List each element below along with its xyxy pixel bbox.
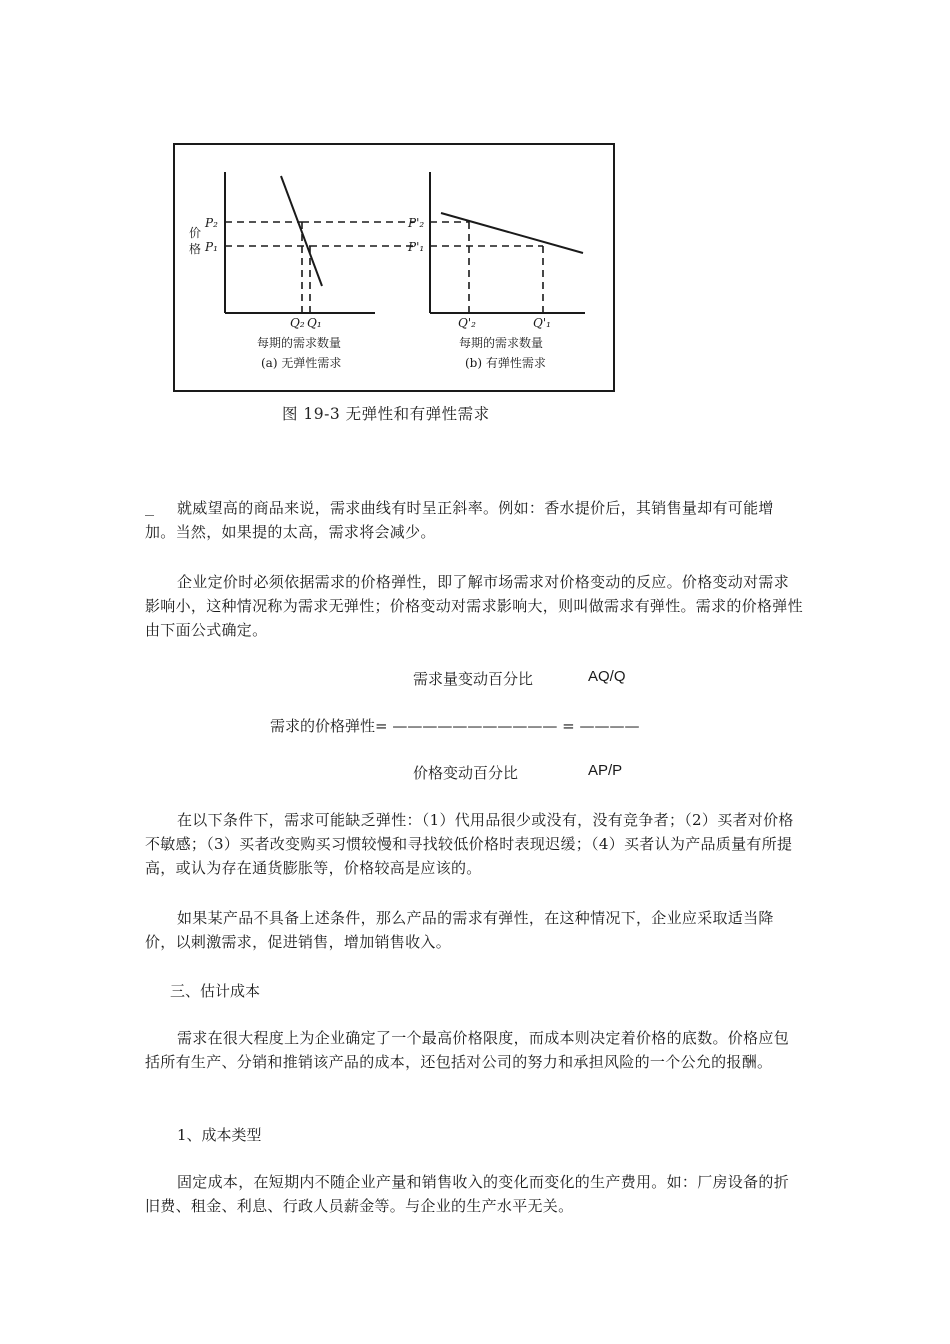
panel-b-q2-label: Q'₂	[458, 316, 476, 330]
formula-numerator-symbol: AQ/Q	[588, 668, 626, 685]
panel-a-demand-curve	[281, 176, 322, 286]
panel-b-p1-label: P'₁	[408, 240, 425, 254]
text-cursor: _	[145, 498, 155, 516]
figure-drawing	[175, 145, 617, 394]
paragraph-prestige-goods: 就威望高的商品来说，需求曲线有时呈正斜率。例如：香水提价后，其销售量却有可能增加。当然，如果提的太高，需求将会减少。	[145, 499, 774, 541]
panel-a-p2-label: P₂	[205, 216, 218, 230]
panel-a-y-label-2: 格	[189, 242, 202, 256]
panel-b-demand-curve	[441, 213, 583, 253]
formula-numerator-text: 需求量变动百分比	[413, 670, 534, 688]
panel-a-y-label-1: 价	[189, 226, 202, 240]
panel-b-x-label: 每期的需求数量	[459, 336, 544, 350]
panel-a-q1-label: Q₁	[307, 316, 322, 330]
demand-elasticity-figure	[173, 143, 615, 392]
paragraph-fixed-cost: 固定成本，在短期内不随企业产量和销售收入的变化而变化的生产费用。如：厂房设备的折旧费、租金、利息、行政人员薪金等。与企业的生产水平无关。	[145, 1173, 790, 1215]
paragraph-elastic-demand: 如果某产品不具备上述条件，那么产品的需求有弹性，在这种情况下，企业应采取适当降价，以刺激需求，促进销售，增加销售收入。	[145, 909, 774, 951]
paragraph-cost-floor: 需求在很大程度上为企业确定了一个最高价格限度，而成本则决定着价格的底数。价格应包括所有生产、分销和推销该产品的成本，还包括对公司的努力和承担风险的一个公允的报酬。	[145, 1029, 790, 1071]
formula-denominator-text: 价格变动百分比	[413, 764, 519, 782]
panel-b-q1-label: Q'₁	[533, 316, 551, 330]
paragraph-inelastic-conditions: 在以下条件下，需求可能缺乏弹性：（1）代用品很少或没有，没有竞争者；（2）买者对价格不敏感；（3）买者改变购买习惯较慢和寻找较低价格时表现迟缓；（4）买者认为产品质量有所提高，或认为存在通货膨胀等，价格较高是应该的。	[145, 811, 794, 877]
formula-denominator-symbol: AP/P	[588, 762, 623, 779]
panel-a-x-label: 每期的需求数量	[257, 336, 342, 350]
panel-a-subtitle: (a) 无弹性需求	[261, 356, 342, 370]
section-heading-estimate-cost: 三、估计成本	[170, 982, 261, 1000]
figure-caption: 图 19-3 无弹性和有弹性需求	[282, 405, 490, 423]
panel-b-subtitle: (b) 有弹性需求	[465, 356, 546, 370]
panel-a-p1-label: P₁	[205, 240, 218, 254]
panel-a-q2-label: Q₂	[290, 316, 305, 330]
formula-equation-line: 需求的价格弹性= ——————————— = ————	[270, 717, 640, 735]
panel-b-p2-label: P'₂	[408, 216, 425, 230]
paragraph-price-elasticity: 企业定价时必须依据需求的价格弹性，即了解市场需求对价格变动的反应。价格变动对需求影响小，这种情况称为需求无弹性；价格变动对需求影响大，则叫做需求有弹性。需求的价格弹性由下面公式确定。	[145, 573, 803, 639]
subheading-cost-types: 1、成本类型	[177, 1126, 262, 1144]
